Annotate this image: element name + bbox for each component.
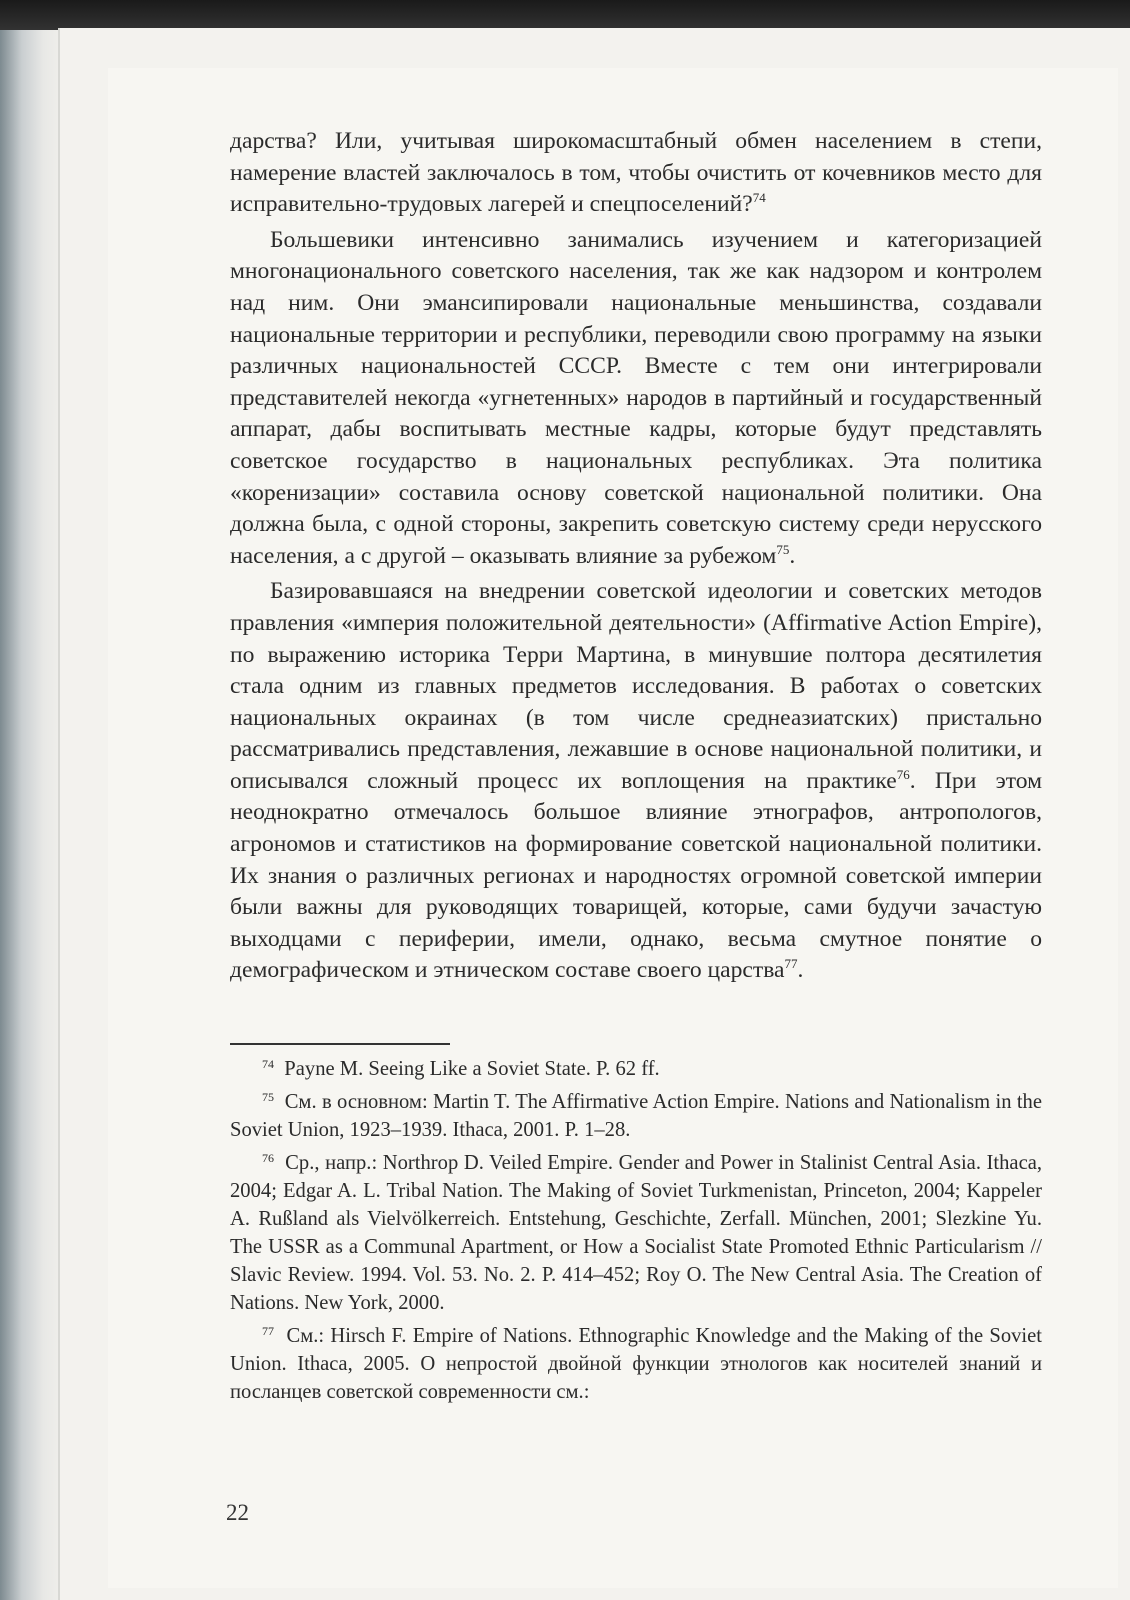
- footnotes: [230, 1055, 1042, 1406]
- footnote-ref-75[interactable]: 75: [776, 541, 790, 557]
- footnote-ref-76[interactable]: 76: [896, 766, 910, 782]
- footnote-number: 76: [262, 1151, 274, 1166]
- page-content: [230, 126, 1042, 1411]
- footnote-77: $^{77}$ См.: Hirsch F. Empire of Nations. Ethnographic Knowledge and the Making of the Soviet Union. Ithaca, 2005. О непростой двойной функции этнологов как носителей знаний и посланцев советской современности см.:: [230, 1324, 1042, 1404]
- footnote-74: $^{74}$ Payne M. Seeing Like a Soviet State. P. 62 ff.: [262, 1057, 660, 1081]
- paragraph-3: Базировавшаяся на внедрении советской идеологии и советских методов правления «империя положительной деятельности» (Affirmative Action Empire), по выражению историка Терри Мартина, в минувшие полтора десятилетия стала одним из главных предметов исследования. В работах о советских национальных окраинах (в том числе среднеазиатских) пристально рассматривались представления, лежавшие в основе национальной политики, и описывался сложный процесс их воплощения на практике$^{76}$. При этом неоднократно отмечалось большое влияние этнографов, антропологов, агрономов и статистиков на формирование советской национальной политики. Их знания о различных регионах и народностях огромной советской империи были важны для руководящих товарищей, которые, сами будучи зачастую выходцами с периферии, имели, однако, весьма смутное понятие о демографическом и этническом составе своего царства$^{77}$.: [230, 578, 1043, 984]
- footnote-ref-77[interactable]: 77: [784, 956, 798, 972]
- paragraph-1: дарства? Или, учитывая широкомасштабный обмен населением в степи, намерение властей заключалось в том, чтобы очистить от кочевников место для исправительно-трудовых лагерей и спецпоселений?$^{74}$: [230, 128, 1042, 218]
- book-spine: [0, 30, 62, 1600]
- footnote-76: $^{76}$ Ср., напр.: Northrop D. Veiled Empire. Gender and Power in Stalinist Central Asia. Ithaca, 2004; Edgar A. L. Tribal Nation. The Making of Soviet Turkmenistan, Princeton, 2004; Kappeler A. Rußland als Vielvölkerreich. Entstehung, Geschichte, Zerfall. München, 2001; Slezkine Yu. The USSR as a Communal Apartment, or How a Socialist State Promoted Ethnic Particularism // Slavic Review. 1994. Vol. 53. No. 2. P. 414–452; Roy O. The New Central Asia. The Creation of Nations. New York, 2000.: [230, 1151, 1043, 1315]
- paragraph-2: Большевики интенсивно занимались изучением и категоризацией многонационального советского населения, так же как надзором и контролем над ним. Они эмансипировали национальные меньшинства, создавали национальные территории и республики, переводили свою программу на языки различных национальностей СССР. Вместе с тем они интегрировали представителей некогда «угнетенных» народов в партийный и государственный аппарат, дабы воспитывать местные кадры, которые будут представлять советское государство в национальных республиках. Эта политика «коренизации» составила основу советской национальной политики. Она должна была, с одной стороны, закрепить советскую систему среди нерусского населения, а с другой – оказывать влияние за рубежом$^{75}$.: [230, 226, 1042, 569]
- footnote-divider: [230, 1043, 450, 1045]
- footnote-number: 74: [262, 1057, 274, 1072]
- page-number: 22: [226, 1500, 249, 1525]
- footnote-number: 77: [262, 1324, 274, 1339]
- footnote-ref-74[interactable]: 74: [752, 190, 766, 206]
- footnote-75: $^{75}$ См. в основном: Martin T. The Affirmative Action Empire. Nations and Nationalism in the Soviet Union, 1923–1939. Ithaca, 2001. P. 1–28.: [230, 1090, 1042, 1142]
- footnote-number: 75: [262, 1090, 274, 1105]
- body-text: [230, 126, 1042, 987]
